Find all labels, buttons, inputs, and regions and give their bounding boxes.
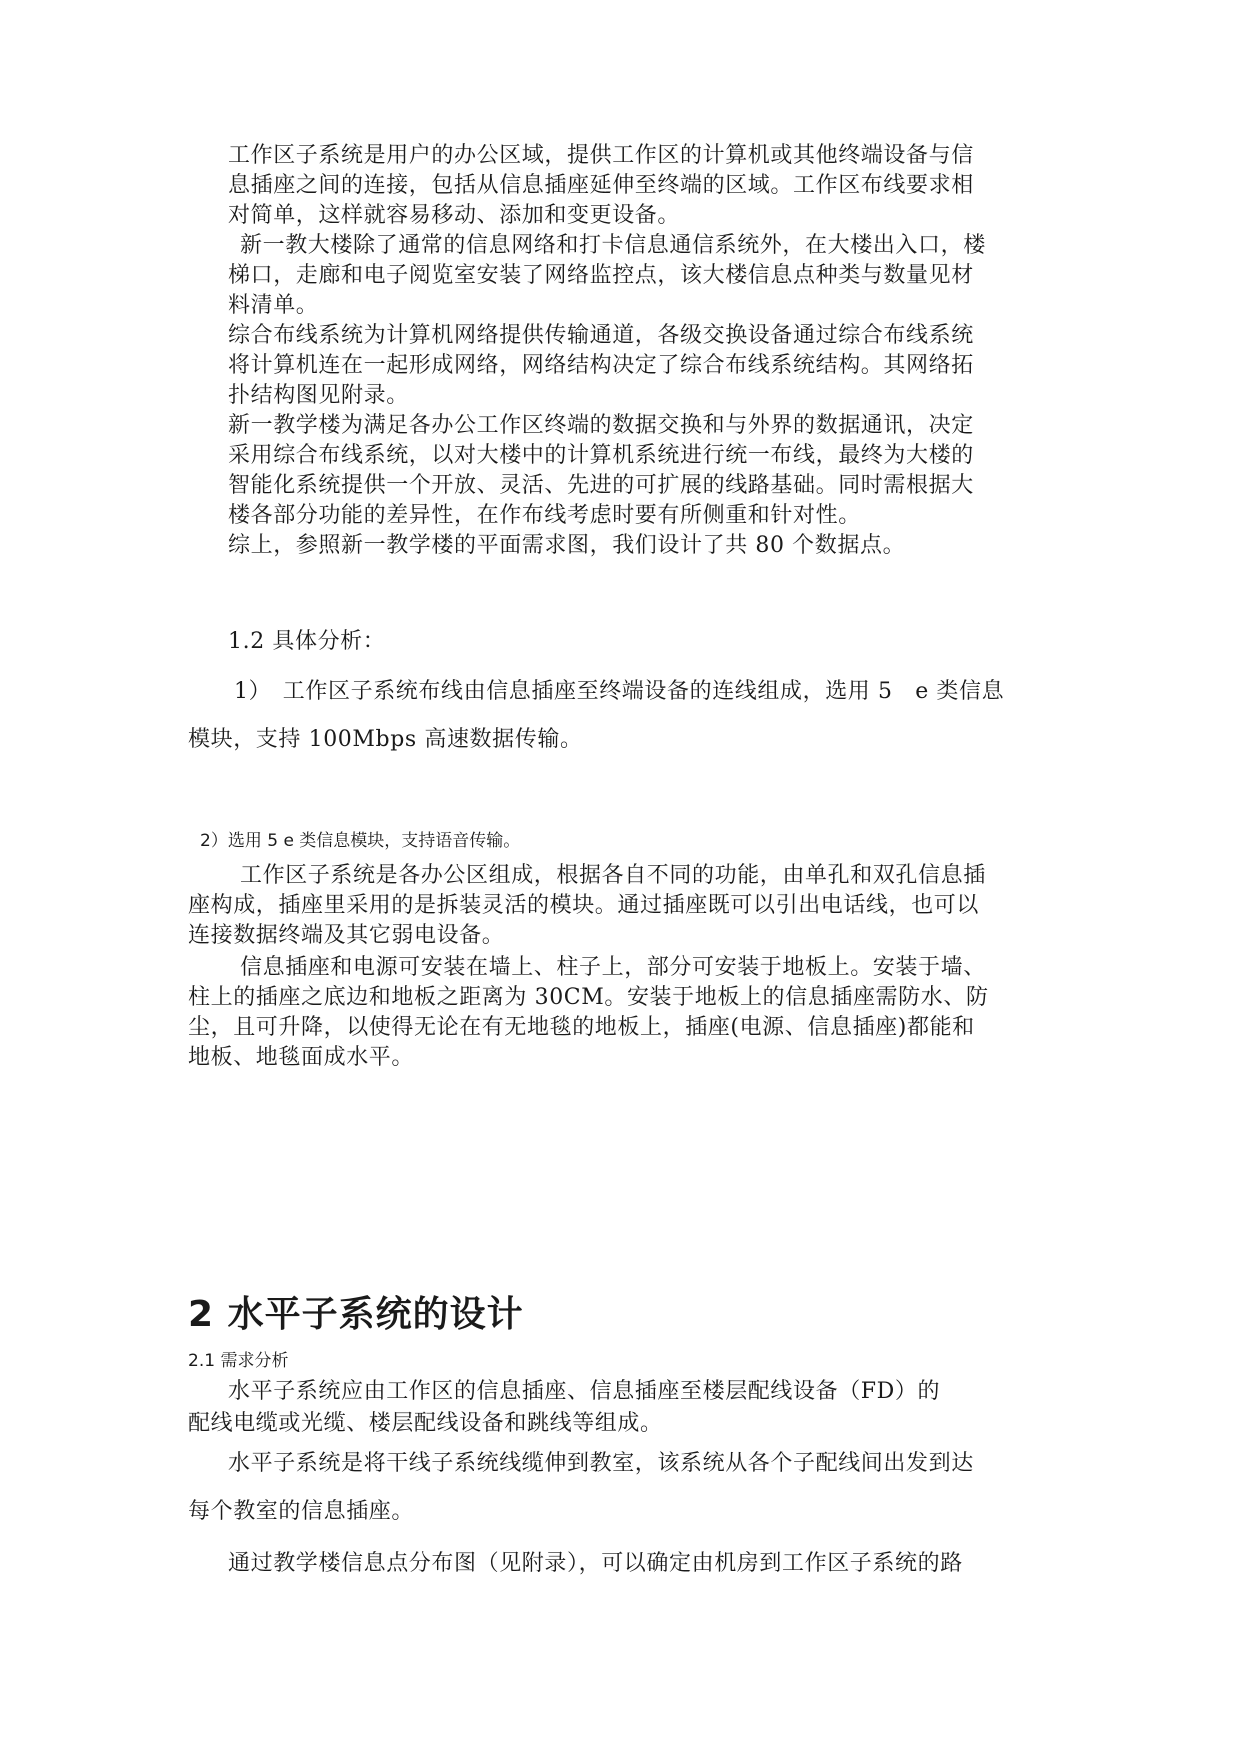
intro-p3-line3: 扑结构图见附录。 [228, 383, 409, 408]
chapter-2-p2-line1: 水平子系统是将干线子系统线缆伸到教室，该系统从各个子配线间出发到达 [228, 1451, 974, 1476]
intro-p1-line1: 工作区子系统是用户的办公区域，提供工作区的计算机或其他终端设备与信 [228, 143, 974, 168]
intro-p4-line2: 采用综合布线系统，以对大楼中的计算机系统进行统一布线，最终为大楼的 [228, 443, 974, 468]
section-1-2-p1-line2: 座构成，插座里采用的是拆装灵活的模块。通过插座既可以引出电话线，也可以 [188, 893, 980, 918]
section-1-2-p2-line4: 地板、地毯面成水平。 [188, 1045, 415, 1070]
section-1-2-p2-line2: 柱上的插座之底边和地板之距离为 30CM。安装于地板上的信息插座需防水、防 [188, 985, 989, 1010]
intro-p1-line3: 对简单，这样就容易移动、添加和变更设备。 [228, 203, 681, 228]
chapter-2-heading: 2 水平子系统的设计 [188, 1294, 524, 1335]
intro-p4-line1: 新一教学楼为满足各办公工作区终端的数据交换和与外界的数据通讯，决定 [228, 413, 974, 438]
chapter-2-p1-line2: 配线电缆或光缆、楼层配线设备和跳线等组成。 [188, 1411, 663, 1436]
section-1-2-item2: 2）选用 5 e 类信息模块，支持语音传输。 [200, 831, 521, 851]
section-1-2-item1-line2: 模块，支持 100Mbps 高速数据传输。 [188, 727, 583, 752]
intro-p2-line2: 梯口，走廊和电子阅览室安装了网络监控点，该大楼信息点种类与数量见材 [228, 263, 974, 288]
section-1-2-p1-line1: 工作区子系统是各办公区组成，根据各自不同的功能，由单孔和双孔信息插 [240, 863, 986, 888]
intro-p2-line3: 料清单。 [228, 293, 319, 318]
intro-p3-line2: 将计算机连在一起形成网络，网络结构决定了综合布线系统结构。其网络拓 [228, 353, 974, 378]
intro-p4-line4: 楼各部分功能的差异性，在作布线考虑时要有所侧重和针对性。 [228, 503, 861, 528]
intro-p5: 综上，参照新一教学楼的平面需求图，我们设计了共 80 个数据点。 [228, 533, 906, 558]
chapter-2-p2-line2: 每个教室的信息插座。 [188, 1499, 415, 1524]
intro-p2-line1: 新一教大楼除了通常的信息网络和打卡信息通信系统外，在大楼出入口，楼 [240, 233, 986, 258]
section-1-2-p1-line3: 连接数据终端及其它弱电设备。 [188, 923, 505, 948]
section-1-2-title: 1.2 具体分析： [228, 629, 386, 654]
intro-p4-line3: 智能化系统提供一个开放、灵活、先进的可扩展的线路基础。同时需根据大 [228, 473, 974, 498]
section-1-2-p2-line1: 信息插座和电源可安装在墙上、柱子上，部分可安装于地板上。安装于墙、 [240, 955, 986, 980]
section-1-2-item1-line1: 1） 工作区子系统布线由信息插座至终端设备的连线组成，选用 5 e 类信息 [234, 679, 1005, 704]
intro-p3-line1: 综合布线系统为计算机网络提供传输通道，各级交换设备通过综合布线系统 [228, 323, 974, 348]
chapter-2-p3-line1: 通过教学楼信息点分布图（见附录），可以确定由机房到工作区子系统的路 [228, 1551, 963, 1576]
intro-p1-line2: 息插座之间的连接，包括从信息插座延伸至终端的区域。工作区布线要求相 [228, 173, 974, 198]
section-2-1-heading: 2.1 需求分析 [188, 1351, 289, 1371]
section-1-2-p2-line3: 尘，且可升降，以使得无论在有无地毯的地板上，插座(电源、信息插座)都能和 [188, 1015, 975, 1040]
chapter-2-p1-line1: 水平子系统应由工作区的信息插座、信息插座至楼层配线设备（FD）的 [228, 1379, 941, 1404]
